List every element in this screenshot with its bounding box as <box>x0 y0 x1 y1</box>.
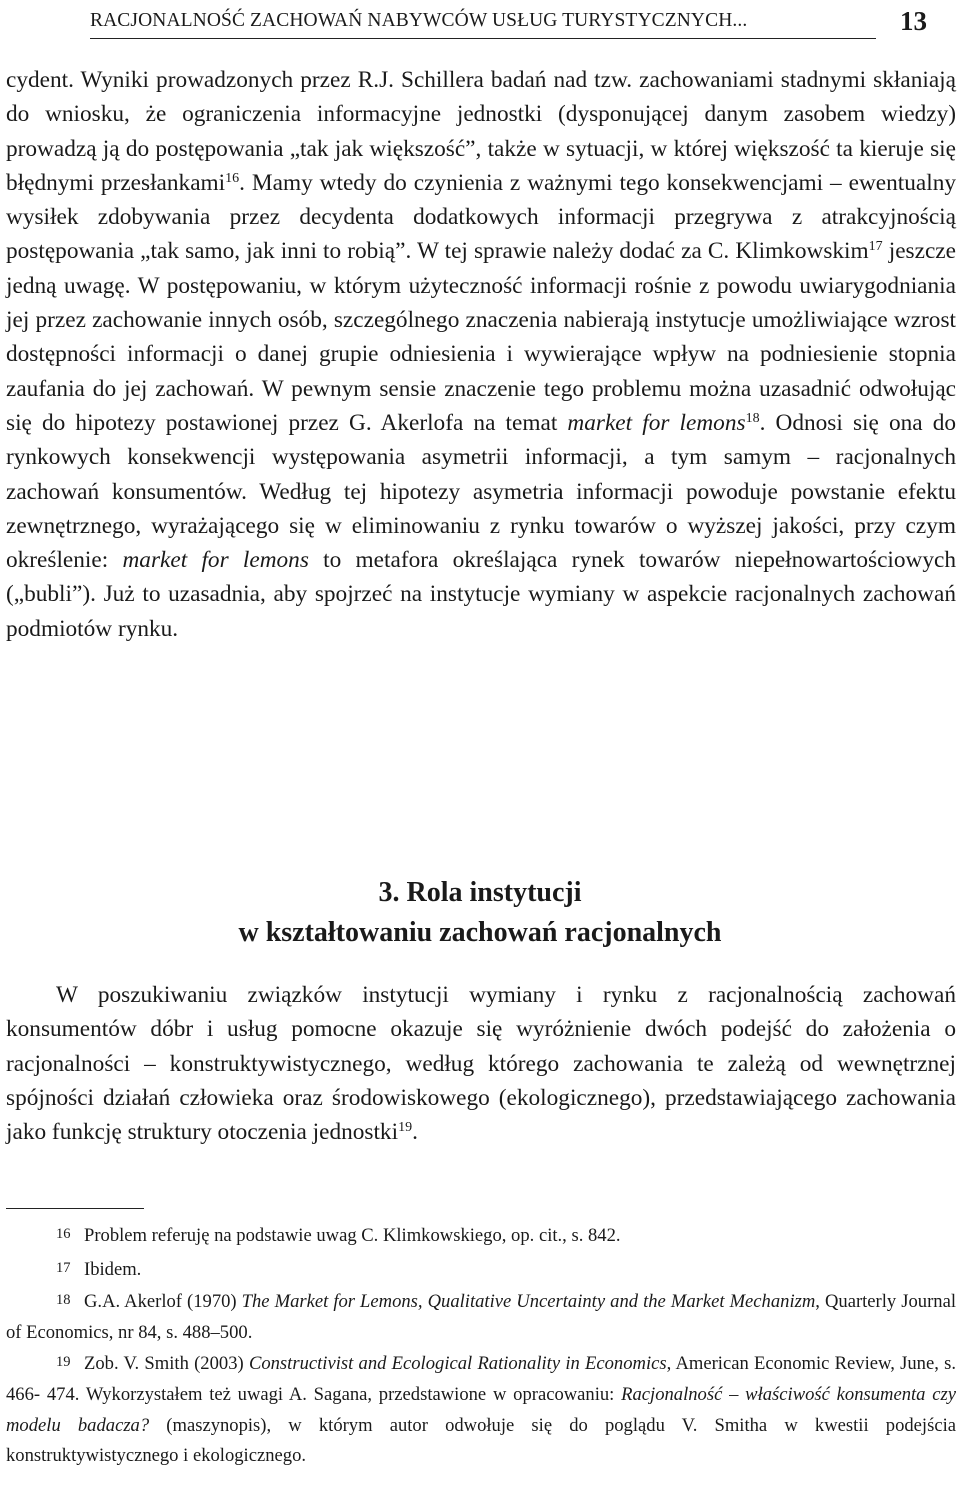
footnote-ref-19[interactable]: 19 <box>398 1120 413 1136</box>
running-header <box>90 4 876 39</box>
footnote-ref-17[interactable]: 17 <box>868 239 883 255</box>
footnote-ref-18[interactable]: 18 <box>745 410 760 426</box>
para2-text: . <box>412 1119 418 1146</box>
footnote-16 <box>6 1219 956 1252</box>
para1-text: . Mamy wtedy do czynienia z ważnymi tego konsekwencjami – ewentualny wysiłek zdobywania przez decydenta dodatkowych informacji przegrywa z atrakcyjnością postępowania „tak samo, jak inni to robią”. W tej sprawie należy dodać za C. Klimkowskim <box>6 169 957 265</box>
para1-text: . Odnosi się ona do rynkowych konsekwencji występowania asymetrii informacji, a tym samym – racjonalnych zachowań konsumentów. Według tej hipotezy asymetria informacji powoduje powstanie efektu zewnętrznego, wyrażającego się w eliminowaniu z rynku towarów o wyższej jakości, przy czym określenie: <box>6 409 957 574</box>
footnote-ref-16[interactable]: 16 <box>225 170 240 186</box>
paragraph-2 <box>6 978 956 1149</box>
footnote-text: Problem referuję na podstawie uwag C. Klimkowskiego, op. cit., s. 842. <box>84 1225 621 1246</box>
footnote-number: 17 <box>56 1260 71 1276</box>
para1-text: jeszcze jedną uwagę. W postępowaniu, w którym użyteczność informacji rośnie z powodu uwiarygodniania jej przez zachowanie innych osób, szczególnego znaczenia nabierają instytucje umożliwiające wzrost dostępności informacji o danej grupie odniesienia i wywierające wpływ na podniesienie stopnia zaufania do jej zachowań. W pewnym sensie znaczenie tego problemu można uzasadnić odwołując się do hipotezy postawionej przez G. Akerlofa na temat <box>6 238 956 436</box>
italic-term: market for lemons <box>122 547 309 574</box>
para1-text: cydent. Wyniki prowadzonych przez R.J. Schillera badań nad tzw. zachowaniami stadnymi skłaniają do wniosku, że ograniczenia informacyjne jednostki (dysponującej danym zasobem wiedzy) prowadzą ją do postępowania „tak jak większość”, także w sytuacji, w której większość ta kieruje się błędnymi przesłankami <box>6 67 956 196</box>
footnote-text: , Quarterly Journal of Economics, nr 84, s. 488–500. <box>6 1291 956 1343</box>
footnote-17 <box>6 1253 956 1286</box>
footnote-title: Racjonalność – właściwość konsumenta czy modelu badacza? <box>6 1383 956 1436</box>
para2-text: W poszukiwaniu związków instytucji wymiany i rynku z racjonalnością zachowań konsumentów dóbr i usług pomocne okazuje się wyróżnienie dwóch podejść do założenia o racjonalności – konstruktywistycznego, według którego zachowania te zależą od wewnętrznej spójności działań człowieka oraz środowiskowego (ekologicznego), przedstawiającego zachowania jako funkcję struktury otoczenia jednostki <box>6 982 956 1146</box>
section-heading-line: 3. Rola instytucji <box>378 877 582 908</box>
footnote-number: 19 <box>56 1354 71 1370</box>
section-heading <box>0 873 960 953</box>
footnote-number: 18 <box>56 1292 71 1308</box>
footnote-number: 16 <box>56 1226 71 1242</box>
footnote-title: The Market for Lemons, Qualitative Uncertainty and the Market Mechanizm <box>241 1291 816 1312</box>
para1-text: to metafora określająca rynek towarów niepełnowartościowych („bubli”). Już to uzasadnia, aby spojrzeć na instytucje wymiany w aspekcie racjonalnych zachowań podmiotów rynku. <box>6 547 956 642</box>
footnote-title: Constructivist and Ecological Rationality in Economics <box>248 1353 667 1374</box>
footnote-text: G.A. Akerlof (1970) <box>84 1291 242 1312</box>
page-number: 13 <box>900 6 927 36</box>
paragraph-1 <box>6 63 956 646</box>
footnote-19 <box>6 1347 956 1472</box>
footnote-18 <box>6 1285 956 1349</box>
italic-term: market for lemons <box>567 409 746 436</box>
footnote-text: , American Economic Review, June, s. 466- 474. Wykorzystałem też uwagi A. Sagana, przedstawione w opracowaniu: <box>6 1353 956 1405</box>
footnote-text: (maszynopis), w którym autor odwołuje się do poglądu V. Smitha w kwestii podejścia konstruktywistycznego i ekologicznego. <box>6 1414 956 1467</box>
running-title: RACJONALNOŚĆ ZACHOWAŃ NABYWCÓW USŁUG TURYSTYCZNYCH... <box>90 10 748 31</box>
footnote-text: Zob. V. Smith (2003) <box>84 1353 249 1374</box>
footnote-separator <box>6 1208 144 1209</box>
footnote-text: Ibidem. <box>84 1259 142 1280</box>
section-heading-line: w kształtowaniu zachowań racjonalnych <box>238 917 722 948</box>
